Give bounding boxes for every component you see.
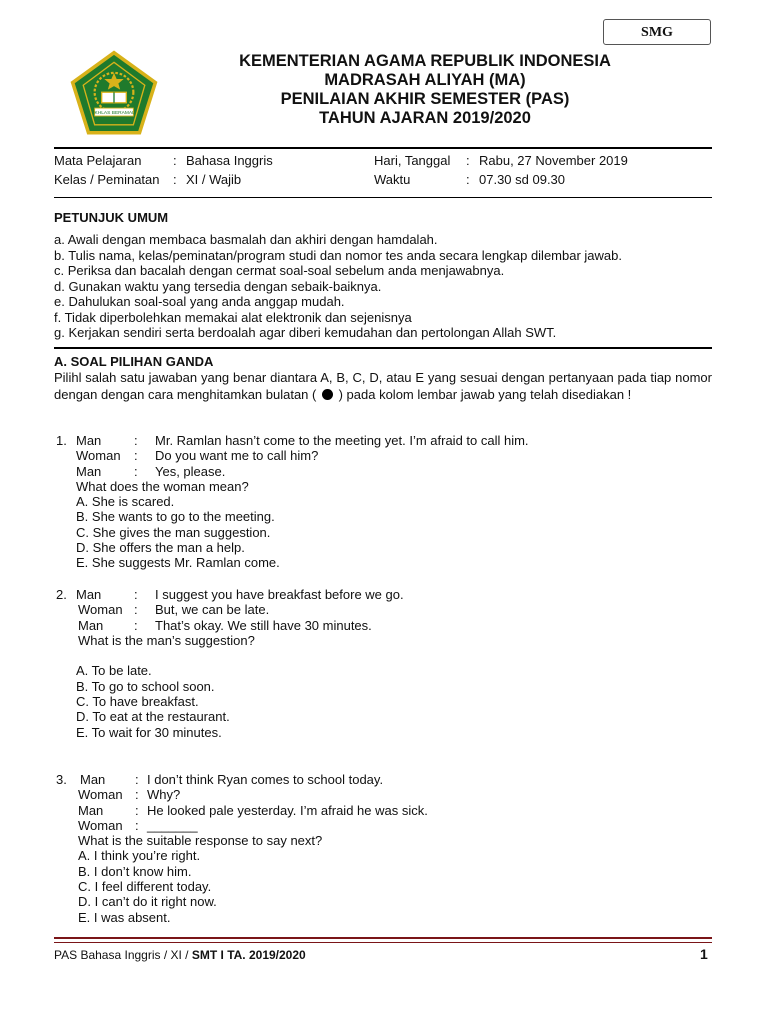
separator-colon: : bbox=[134, 587, 138, 602]
answer-blank: _______ bbox=[147, 817, 198, 833]
dialog-line: Yes, please. bbox=[155, 463, 226, 479]
date-label: Hari, Tanggal bbox=[374, 153, 451, 168]
question-2 bbox=[54, 587, 714, 740]
header-divider bbox=[54, 147, 712, 149]
footer-term: SMT I TA. 2019/2020 bbox=[191, 948, 306, 962]
speaker: Man bbox=[76, 463, 102, 479]
question-number: 3. bbox=[56, 772, 67, 787]
general-instructions-title: PETUNJUK UMUM bbox=[54, 210, 169, 225]
separator-colon: : bbox=[134, 602, 138, 618]
subject-value: Bahasa Inggris bbox=[186, 153, 273, 168]
question-number: 1. bbox=[56, 433, 67, 448]
exam-info: Mata Pelajaran : Bahasa Inggris Kelas / Peminatan : XI / Wajib Hari, Tanggal : Rabu, 27 November 2019 Waktu : 07.30 sd 09.30 bbox=[54, 153, 628, 187]
dialog-line: Why? bbox=[147, 787, 181, 803]
general-instructions-list bbox=[54, 232, 622, 341]
speaker: Man bbox=[78, 617, 104, 633]
speaker: Man bbox=[78, 802, 104, 818]
speaker: Man bbox=[76, 587, 102, 602]
footer-rule bbox=[54, 937, 712, 939]
dialog-line: Do you want me to call him? bbox=[155, 448, 319, 464]
option: B. To go to school soon. bbox=[76, 678, 215, 694]
separator-colon: : bbox=[135, 772, 139, 787]
list-item: g. Kerjakan sendiri serta berdoalah agar diberi kemudahan dan pertolongan Allah SWT. bbox=[54, 325, 557, 340]
section-divider bbox=[54, 347, 712, 349]
option: B. I don’t know him. bbox=[78, 863, 192, 879]
class-value: XI / Wajib bbox=[186, 172, 242, 187]
list-item: e. Dahulukan soal-soal yang anda anggap mudah. bbox=[54, 294, 345, 309]
filled-circle-icon bbox=[322, 389, 333, 400]
class-label: Kelas / Peminatan bbox=[54, 172, 160, 187]
list-item: a. Awali dengan membaca basmalah dan akhiri dengan hamdalah. bbox=[54, 232, 438, 247]
list-item: c. Periksa dan bacalah dengan cermat soal-soal sebelum anda menjawabnya. bbox=[54, 263, 505, 278]
dialog-line: But, we can be late. bbox=[155, 602, 270, 618]
option: E. To wait for 30 minutes. bbox=[76, 724, 222, 740]
speaker: Man bbox=[76, 433, 102, 448]
option: D. I can’t do it right now. bbox=[78, 894, 217, 910]
document-header bbox=[175, 52, 675, 128]
separator-colon: : bbox=[134, 448, 138, 464]
time-label: Waktu bbox=[374, 172, 411, 187]
speaker: Woman bbox=[78, 787, 123, 803]
section-a-title: A. SOAL PILIHAN GANDA bbox=[54, 354, 214, 369]
separator-colon: : bbox=[135, 802, 139, 818]
question-3 bbox=[54, 772, 714, 925]
option: D. To eat at the restaurant. bbox=[76, 709, 230, 725]
separator-colon: : bbox=[134, 463, 138, 479]
subject-label: Mata Pelajaran bbox=[54, 153, 142, 168]
question-text: What is the man’s suggestion? bbox=[78, 632, 255, 648]
info-divider bbox=[54, 197, 712, 198]
separator-colon: : bbox=[135, 787, 139, 803]
header-exam: PENILAIAN AKHIR SEMESTER (PAS) bbox=[280, 90, 570, 108]
option: A. To be late. bbox=[76, 663, 152, 679]
section-a-instructions: Pilihl salah satu jawaban yang benar diantara A, B, C, D, atau E yang sesuai dengan pertanyaan pada tiap nomor dengan dengan cara menghitamkan bulatan ( ) pada kolom lembar jawab yang telah disediakan ! bbox=[54, 370, 712, 402]
speaker: Man bbox=[80, 772, 106, 787]
option: D. She offers the man a help. bbox=[76, 540, 245, 556]
page-number: 1 bbox=[700, 946, 708, 962]
footer-subject: PAS Bahasa Inggris / XI / bbox=[54, 948, 189, 962]
page-footer bbox=[54, 948, 306, 962]
logo-motto: IKHLAS BERAMAL bbox=[93, 111, 135, 117]
dialog-line: That’s okay. We still have 30 minutes. bbox=[155, 617, 372, 633]
option: C. I feel different today. bbox=[78, 879, 212, 895]
list-item: b. Tulis nama, kelas/peminatan/program studi dan nomor tes anda secara lengkap dilembar jawab. bbox=[54, 247, 622, 263]
dialog-line: Mr. Ramlan hasn’t come to the meeting yet. I’m afraid to call him. bbox=[155, 433, 529, 448]
header-ministry: KEMENTERIAN AGAMA REPUBLIK INDONESIA bbox=[239, 52, 611, 70]
question-number: 2. bbox=[56, 587, 67, 602]
dialog-line: I suggest you have breakfast before we go. bbox=[155, 587, 404, 602]
time-value: 07.30 sd 09.30 bbox=[479, 172, 566, 187]
speaker: Woman bbox=[78, 602, 123, 618]
dialog-line: He looked pale yesterday. I’m afraid he was sick. bbox=[147, 802, 428, 818]
dialog-line: I don’t think Ryan comes to school today. bbox=[147, 772, 384, 787]
exam-code-box: SMG bbox=[603, 19, 711, 45]
option: A. I think you’re right. bbox=[78, 848, 201, 864]
option: A. She is scared. bbox=[76, 494, 175, 510]
separator-colon: : bbox=[134, 433, 138, 448]
option: E. I was absent. bbox=[78, 909, 171, 925]
list-item: d. Gunakan waktu yang tersedia dengan sebaik-baiknya. bbox=[54, 278, 382, 294]
option: C. She gives the man suggestion. bbox=[76, 524, 271, 540]
question-text: What does the woman mean? bbox=[76, 478, 249, 494]
question-text: What is the suitable response to say next? bbox=[78, 833, 323, 849]
speaker: Woman bbox=[78, 817, 123, 833]
header-school: MADRASAH ALIYAH (MA) bbox=[324, 71, 526, 89]
option: B. She wants to go to the meeting. bbox=[76, 509, 275, 525]
separator-colon: : bbox=[135, 817, 139, 833]
footer-rule-thin bbox=[54, 942, 712, 943]
list-item: f. Tidak diperbolehkan memakai alat elektronik dan sejenisnya bbox=[54, 309, 412, 325]
option: E. She suggests Mr. Ramlan come. bbox=[76, 555, 280, 571]
header-year: TAHUN AJARAN 2019/2020 bbox=[319, 109, 531, 127]
option: C. To have breakfast. bbox=[76, 694, 199, 710]
speaker: Woman bbox=[76, 448, 121, 464]
ministry-emblem-logo bbox=[70, 50, 158, 138]
question-1 bbox=[54, 433, 714, 571]
separator-colon: : bbox=[134, 617, 138, 633]
date-value: Rabu, 27 November 2019 bbox=[479, 153, 628, 168]
